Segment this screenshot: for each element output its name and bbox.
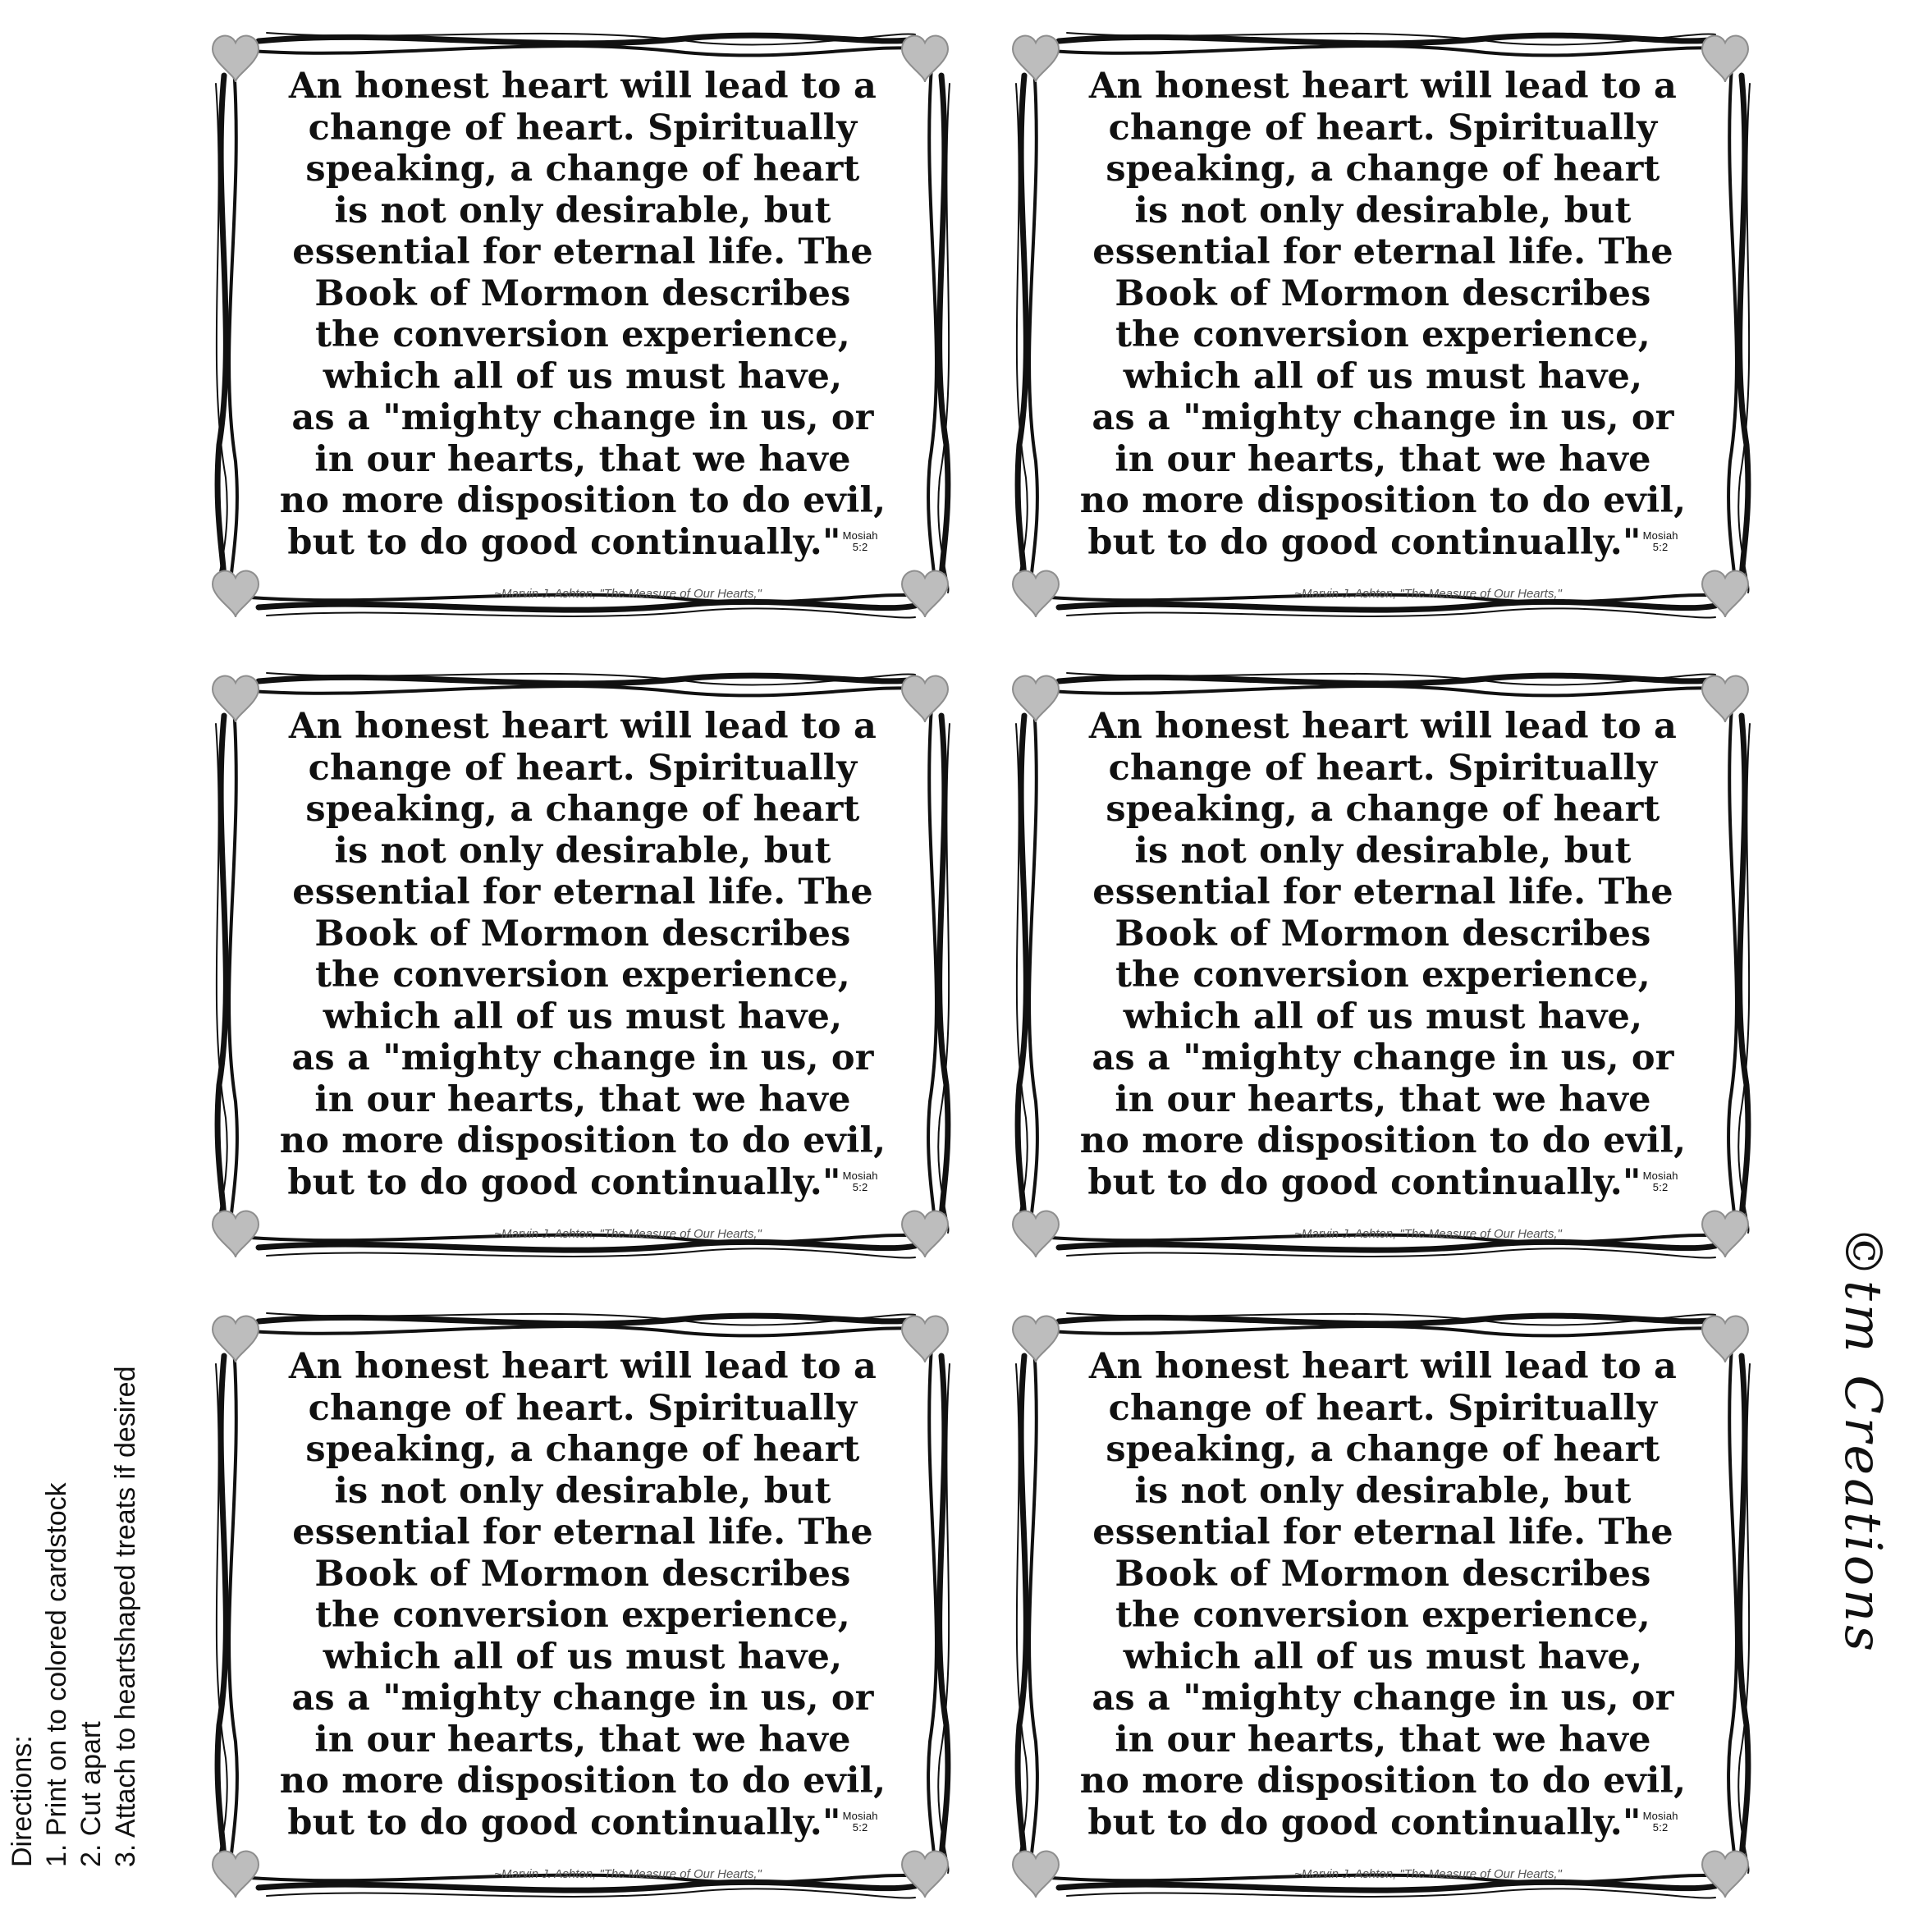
heart-icon: [1013, 1211, 1059, 1257]
quote-line: the conversion experience,: [1115, 314, 1650, 355]
quote-line: the conversion experience,: [1115, 955, 1650, 996]
quote-line-last: [1034, 1162, 1732, 1204]
quote-line: change of heart. Spiritually: [1108, 107, 1658, 149]
quote-line: but to do good continually.": [1087, 1161, 1641, 1203]
quote-line: Book of Mormon describes: [314, 272, 851, 314]
heart-icon: [1013, 1852, 1059, 1898]
quote-line: change of heart. Spiritually: [308, 747, 858, 789]
quote-line: which all of us must have,: [1123, 355, 1643, 397]
quote-card: [201, 1298, 964, 1906]
quote-line-last: [234, 1162, 932, 1204]
quote-line: speaking, a change of heart: [305, 1429, 860, 1470]
quote-line-last: [1034, 522, 1732, 564]
citation-book: Mosiah: [842, 1809, 878, 1822]
quote-line: but to do good continually.": [287, 1802, 841, 1843]
brand-mark: ©tm Creations: [1833, 1226, 1893, 1655]
citation-book: Mosiah: [842, 529, 878, 542]
quote-line: essential for eternal life. The: [1092, 872, 1673, 913]
quote-line: in our hearts, that we have: [1115, 438, 1651, 480]
quote-line: An honest heart will lead to a: [1088, 66, 1678, 107]
quote-line: is not only desirable, but: [334, 190, 831, 231]
heart-icon: [213, 1211, 259, 1257]
quote-card: [201, 18, 964, 625]
quote-line: Book of Mormon describes: [1115, 913, 1651, 955]
quote-line: An honest heart will lead to a: [288, 706, 877, 747]
quote-line: the conversion experience,: [315, 1595, 850, 1636]
heart-icon: [213, 1852, 259, 1898]
quote-line: is not only desirable, but: [334, 830, 831, 872]
quote-line: An honest heart will lead to a: [1088, 706, 1678, 747]
quote-line: which all of us must have,: [323, 1636, 843, 1678]
quote-line: but to do good continually.": [1087, 521, 1641, 563]
quote-line: change of heart. Spiritually: [308, 1387, 858, 1429]
quote-text: [234, 706, 932, 1203]
quote-line: as a "mighty change in us, or: [291, 1678, 874, 1719]
quote-line: is not only desirable, but: [1134, 190, 1632, 231]
attribution: ~Marvin J. Ashton, "The Measure of Our Hearts,": [494, 1227, 762, 1241]
quote-line: but to do good continually.": [287, 1161, 841, 1203]
quote-line: speaking, a change of heart: [305, 789, 860, 830]
attribution: ~Marvin J. Ashton, "The Measure of Our Hearts,": [1294, 587, 1562, 601]
quote-line: in our hearts, that we have: [314, 1078, 851, 1120]
citation-ref: 5:2: [1652, 1180, 1669, 1193]
quote-line: which all of us must have,: [1123, 996, 1643, 1037]
quote-line-last: [234, 522, 932, 564]
attribution: ~Marvin J. Ashton, "The Measure of Our Hearts,": [1294, 1867, 1562, 1881]
directions-step: 3. Attach to heartshaped treats if desired: [110, 1366, 141, 1867]
quote-line-last: [234, 1802, 932, 1844]
quote-line: speaking, a change of heart: [1106, 789, 1660, 830]
scripture-citation: [843, 1811, 878, 1834]
quote-line: Book of Mormon describes: [314, 913, 851, 955]
quote-text: [234, 66, 932, 563]
quote-line: is not only desirable, but: [334, 1470, 831, 1512]
quote-line: Book of Mormon describes: [314, 1553, 851, 1595]
quote-card: [1001, 1298, 1765, 1906]
quote-line: which all of us must have,: [1123, 1636, 1643, 1678]
scripture-citation: [1643, 1170, 1678, 1193]
quote-card: [1001, 658, 1765, 1266]
quote-line: essential for eternal life. The: [1092, 1512, 1673, 1553]
quote-line: is not only desirable, but: [1134, 1470, 1632, 1512]
quote-line: which all of us must have,: [323, 996, 843, 1037]
quote-line: as a "mighty change in us, or: [1092, 1037, 1674, 1078]
quote-line: in our hearts, that we have: [1115, 1719, 1651, 1760]
quote-line: Book of Mormon describes: [1115, 1553, 1651, 1595]
quote-line: is not only desirable, but: [1134, 830, 1632, 872]
quote-line: as a "mighty change in us, or: [1092, 397, 1674, 438]
citation-ref: 5:2: [1652, 1820, 1669, 1834]
quote-line: no more disposition to do evil,: [279, 480, 886, 521]
citation-book: Mosiah: [1642, 1169, 1678, 1182]
quote-line: essential for eternal life. The: [1092, 231, 1673, 272]
quote-line: no more disposition to do evil,: [279, 1760, 886, 1802]
quote-line: An honest heart will lead to a: [288, 1346, 877, 1387]
quote-line: essential for eternal life. The: [292, 231, 873, 272]
scripture-citation: [1643, 530, 1678, 553]
quote-line: but to do good continually.": [287, 521, 841, 563]
quote-line: change of heart. Spiritually: [1108, 747, 1658, 789]
citation-ref: 5:2: [852, 540, 868, 553]
citation-ref: 5:2: [852, 1820, 868, 1834]
quote-line: no more disposition to do evil,: [279, 1120, 886, 1161]
scripture-citation: [843, 530, 878, 553]
quote-line: An honest heart will lead to a: [288, 66, 877, 107]
quote-line: the conversion experience,: [1115, 1595, 1650, 1636]
attribution: ~Marvin J. Ashton, "The Measure of Our Hearts,": [1294, 1227, 1562, 1241]
quote-line: An honest heart will lead to a: [1088, 1346, 1678, 1387]
heart-icon: [213, 571, 259, 617]
quote-line: no more disposition to do evil,: [1079, 1120, 1687, 1161]
quote-line: change of heart. Spiritually: [308, 107, 858, 149]
quote-line: which all of us must have,: [323, 355, 843, 397]
heart-icon: [902, 1852, 948, 1898]
quote-line: in our hearts, that we have: [314, 1719, 851, 1760]
directions-heading: Directions:: [7, 1735, 38, 1867]
quote-text: [1034, 66, 1732, 563]
quote-line: as a "mighty change in us, or: [291, 1037, 874, 1078]
quote-line: the conversion experience,: [315, 955, 850, 996]
quote-text: [234, 1346, 932, 1843]
directions-step: 1. Print on to colored cardstock: [41, 1482, 72, 1867]
quote-card: [201, 658, 964, 1266]
quote-line: in our hearts, that we have: [1115, 1078, 1651, 1120]
heart-icon: [1702, 1211, 1748, 1257]
quote-line: essential for eternal life. The: [292, 872, 873, 913]
quote-card: [1001, 18, 1765, 625]
heart-icon: [902, 1211, 948, 1257]
directions: [5, 1243, 177, 1867]
quote-line: speaking, a change of heart: [1106, 1429, 1660, 1470]
scripture-citation: [843, 1170, 878, 1193]
quote-line: the conversion experience,: [315, 314, 850, 355]
citation-book: Mosiah: [1642, 529, 1678, 542]
quote-text: [1034, 706, 1732, 1203]
quote-line: but to do good continually.": [1087, 1802, 1641, 1843]
quote-line: speaking, a change of heart: [305, 149, 860, 190]
quote-line: essential for eternal life. The: [292, 1512, 873, 1553]
attribution: ~Marvin J. Ashton, "The Measure of Our Hearts,": [494, 587, 762, 601]
citation-ref: 5:2: [852, 1180, 868, 1193]
quote-line-last: [1034, 1802, 1732, 1844]
quote-text: [1034, 1346, 1732, 1843]
citation-ref: 5:2: [1652, 540, 1669, 553]
quote-line: Book of Mormon describes: [1115, 272, 1651, 314]
heart-icon: [902, 571, 948, 617]
attribution: ~Marvin J. Ashton, "The Measure of Our Hearts,": [494, 1867, 762, 1881]
quote-line: change of heart. Spiritually: [1108, 1387, 1658, 1429]
quote-line: no more disposition to do evil,: [1079, 480, 1687, 521]
quote-line: no more disposition to do evil,: [1079, 1760, 1687, 1802]
heart-icon: [1702, 1852, 1748, 1898]
citation-book: Mosiah: [1642, 1809, 1678, 1822]
heart-icon: [1702, 571, 1748, 617]
quote-line: as a "mighty change in us, or: [1092, 1678, 1674, 1719]
scripture-citation: [1643, 1811, 1678, 1834]
directions-step: 2. Cut apart: [76, 1721, 107, 1867]
heart-icon: [1013, 571, 1059, 617]
citation-book: Mosiah: [842, 1169, 878, 1182]
quote-line: as a "mighty change in us, or: [291, 397, 874, 438]
quote-line: in our hearts, that we have: [314, 438, 851, 480]
quote-line: speaking, a change of heart: [1106, 149, 1660, 190]
